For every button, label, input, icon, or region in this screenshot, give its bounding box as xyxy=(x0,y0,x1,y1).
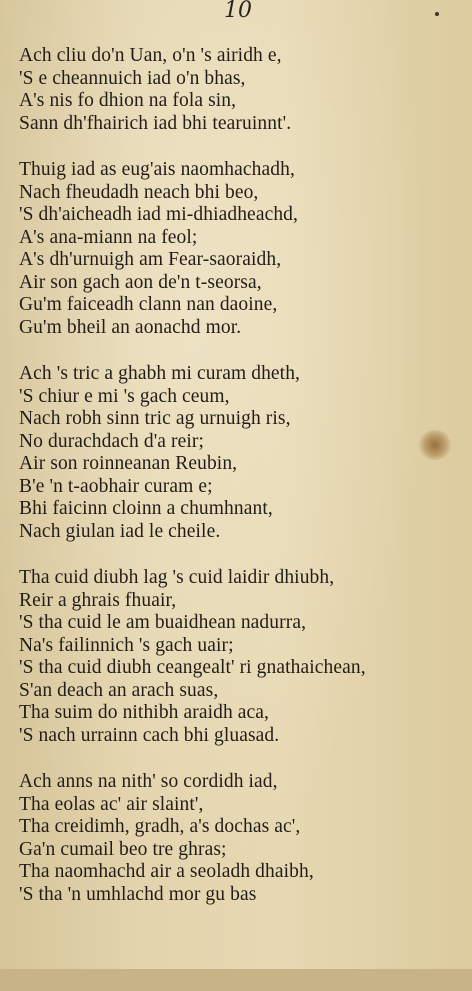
verse-line: Air son gach aon de'n t-seorsa, xyxy=(19,271,262,293)
verse-line: Ach 's tric a ghabh mi curam dheth, xyxy=(19,363,301,384)
stanza-5 xyxy=(19,771,464,906)
verse-line: 'S nach urrainn cach bhi gluasad. xyxy=(19,724,280,746)
verse-line: Tha suim do nithibh araidh aca, xyxy=(19,702,270,723)
verse-line: Gu'm bheil an aonachd mor. xyxy=(19,316,242,338)
verse-line: Na's failinnich 's gach uair; xyxy=(19,634,234,656)
verse-line: Air son roinneanan Reubin, xyxy=(19,453,238,474)
verse-line: A's ana-miann na feol; xyxy=(19,226,198,248)
page-bottom-edge xyxy=(0,969,472,991)
verse-line: Ga'n cumail beo tre ghras; xyxy=(19,838,227,860)
verse-line: Ach anns na nith' so cordidh iad, xyxy=(19,771,278,792)
verse-line: Tha cuid diubh lag 's cuid laidir dhiubh, xyxy=(19,567,335,588)
verse-line: A's dh'urnuigh am Fear-saoraidh, xyxy=(19,249,282,270)
verse-line: Nach giulan iad le cheile. xyxy=(19,520,221,542)
verse-line: Bhi faicinn cloinn a chumhnant, xyxy=(19,498,273,519)
stanza-1 xyxy=(19,45,464,135)
verse-line: Gu'm faiceadh clann nan daoine, xyxy=(19,294,278,315)
ink-dot xyxy=(435,12,439,16)
stanza-2 xyxy=(19,159,464,339)
verse-line: Tha eolas ac' air slaint', xyxy=(19,793,204,815)
verse-line: A's nis fo dhion na fola sin, xyxy=(19,90,237,111)
page-number: 10 xyxy=(224,0,252,23)
verse-line: Tha creidimh, gradh, a's dochas ac', xyxy=(19,816,301,837)
verse-line: 'S e cheannuich iad o'n bhas, xyxy=(19,67,246,89)
verse-line: B'e 'n t-aobhair curam e; xyxy=(19,475,213,497)
verse-line: No durachdach d'a reir; xyxy=(19,430,205,452)
verse-line: 'S dh'aicheadh iad mi-dhiadheachd, xyxy=(19,204,298,225)
verse-line: Sann dh'fhairich iad bhi tearuinnt'. xyxy=(19,112,292,134)
poem-body xyxy=(19,45,464,930)
stanza-4 xyxy=(19,567,464,747)
verse-line: 'S tha cuid diubh ceangealt' ri gnathaichean, xyxy=(19,657,366,678)
verse-line: Nach fheudadh neach bhi beo, xyxy=(19,181,259,203)
verse-line: 'S chiur e mi 's gach ceum, xyxy=(19,385,230,407)
verse-line: Ach cliu do'n Uan, o'n 's airidh e, xyxy=(19,45,282,66)
verse-line: Thuig iad as eug'ais naomhachadh, xyxy=(19,159,295,180)
verse-line: Nach robh sinn tric ag urnuigh ris, xyxy=(19,408,291,429)
verse-line: Reir a ghrais fhuair, xyxy=(19,589,177,611)
verse-line: 'S tha 'n umhlachd mor gu bas xyxy=(19,883,257,905)
verse-line: 'S tha cuid le am buaidhean nadurra, xyxy=(19,612,307,633)
verse-line: S'an deach an arach suas, xyxy=(19,679,219,701)
verse-line: Tha naomhachd air a seoladh dhaibh, xyxy=(19,861,314,882)
stanza-3 xyxy=(19,363,464,543)
